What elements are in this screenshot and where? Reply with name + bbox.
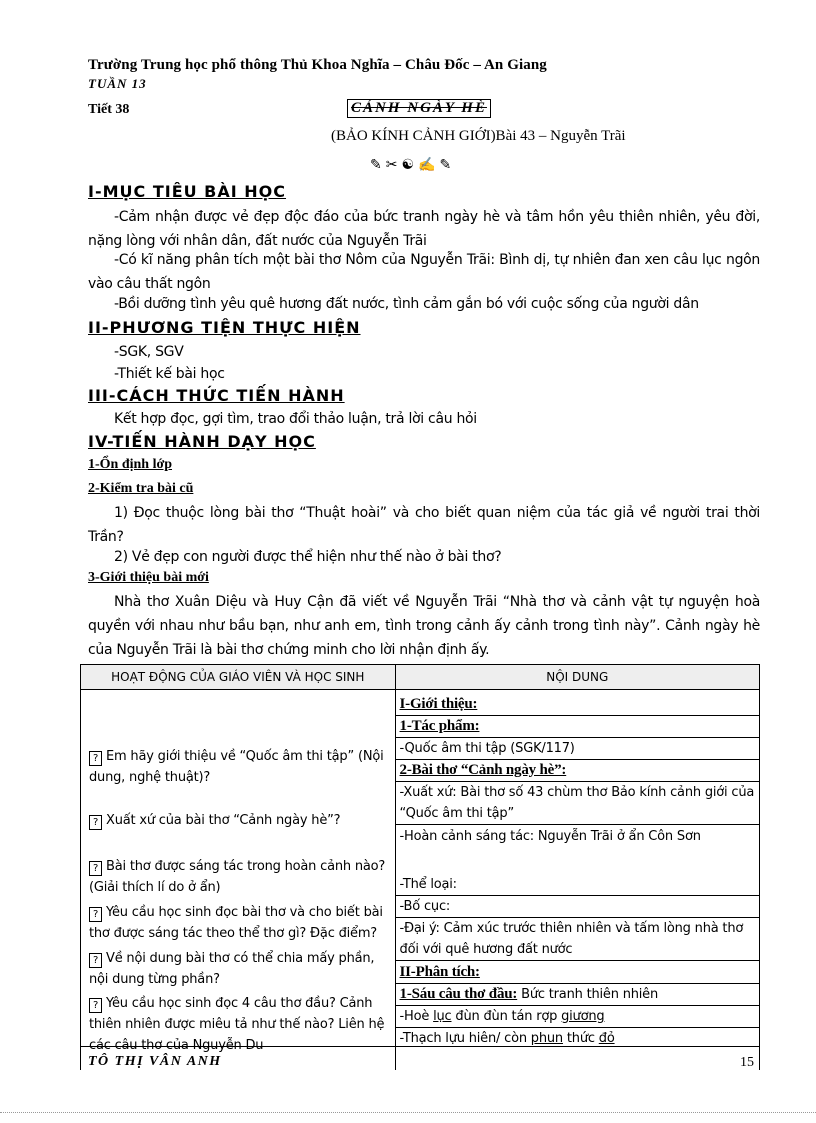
period-label: Tiết 38 xyxy=(88,102,130,117)
section-title-methods: III-CÁCH THỨC TIẾN HÀNH xyxy=(88,386,345,405)
section-title-means: II-PHƯƠNG TIỆN THỰC HIỆN xyxy=(88,318,361,337)
question-item xyxy=(89,810,389,831)
methods-text: Kết hợp đọc, gợi tìm, trao đổi thảo luận, trả lời câu hỏi xyxy=(114,411,477,427)
question-text: Về nội dung bài thơ có thể chia mấy phần, nội dung từng phần? xyxy=(89,951,375,987)
ornament-icons: ✎✂☯✍✎ xyxy=(370,158,456,173)
means-1: -SGK, SGV xyxy=(114,344,184,360)
content-line: -Hoàn cảnh sáng tác: Nguyễn Trãi ở ẩn Côn Sơn xyxy=(399,829,701,844)
step-1-title: 1-Ổn định lớp xyxy=(88,457,173,472)
content-line xyxy=(396,984,760,1006)
underlined-word: đỏ xyxy=(598,1031,615,1046)
content-heading-work: 1-Tác phẩm: xyxy=(396,716,760,738)
content-heading-intro: I-Giới thiệu: xyxy=(396,694,760,716)
means-2: -Thiết kế bài học xyxy=(114,366,225,382)
underlined-word: lục xyxy=(433,1009,452,1024)
step-2-title: 2-Kiểm tra bài cũ xyxy=(88,481,194,496)
content-line: -Quốc âm thi tập (SGK/117) xyxy=(396,738,760,760)
question-text: Yêu cầu học sinh đọc 4 câu thơ đầu? Cảnh thiên nhiên được miêu tả như thế nào? Liên hệ các câu thơ của Nguyễn Du xyxy=(89,996,385,1053)
question-item xyxy=(89,856,389,898)
content-line: -Đại ý: Cảm xúc trước thiên nhiên và tấm lòng nhà thơ đối với quê hương đất nước xyxy=(396,918,760,961)
lesson-subtitle: (BẢO KÍNH CẢNH GIỚI)Bài 43 – Nguyễn Trãi xyxy=(331,128,626,144)
question-box-icon: ? xyxy=(89,953,102,968)
content-line xyxy=(396,1006,760,1028)
objective-3: -Bồi dưỡng tình yêu quê hương đất nước, tình cảm gắn bó với cuộc sống của người dân xyxy=(114,296,699,312)
question-item xyxy=(89,902,389,944)
underlined-word: giương xyxy=(561,1009,605,1024)
question-box-icon: ? xyxy=(89,861,102,876)
objective-1: -Cảm nhận được vẻ đẹp độc đáo của bức tranh ngày hè và tâm hồn yêu thiên nhiên, yêu đời, nặng lòng với nhân dân, đất nước của Nguyễn Trãi xyxy=(88,209,760,249)
underlined-word: phun xyxy=(530,1031,563,1046)
page-number: 15 xyxy=(740,1055,754,1070)
question-box-icon: ? xyxy=(89,815,102,830)
introduction-paragraph: Nhà thơ Xuân Diệu và Huy Cận đã viết về Nguyễn Trãi “Nhà thơ và cảnh vật tự nguyện hoà quyền với nhau như bầu bạn, như anh em, tình trong cảnh ấy cảnh trong tình này”. Cảnh ngày hè của Nguyễn Trãi là bài thơ chứng minh cho lời nhận định ấy. xyxy=(88,594,760,658)
question-text: Xuất xứ của bài thơ “Cảnh ngày hè”? xyxy=(106,813,341,828)
question-box-icon: ? xyxy=(89,751,102,766)
teacher-name: TÔ THỊ VÂN ANH xyxy=(88,1054,222,1069)
content-text: đùn đùn tán rợp xyxy=(451,1009,562,1024)
question-item xyxy=(89,746,389,788)
lesson-title: CẢNH NGÀY HÈ xyxy=(347,99,491,118)
content-heading-analysis: II-Phân tích: xyxy=(396,962,760,984)
page-edge-divider xyxy=(0,1112,816,1113)
question-text: Yêu cầu học sinh đọc bài thơ và cho biết bài thơ được sáng tác theo thể thơ gì? Đặc điểm? xyxy=(89,905,383,941)
content-heading-poem: 2-Bài thơ “Cảnh ngày hè”: xyxy=(396,760,760,782)
content-text: -Hoè xyxy=(399,1009,434,1024)
content-line: -Thể loại: xyxy=(396,874,760,896)
content-cell xyxy=(395,690,759,1071)
school-name: Trường Trung học phổ thông Thủ Khoa Nghĩa – Châu Đốc – An Giang xyxy=(88,57,547,73)
week-label: TUẦN 13 xyxy=(88,76,147,91)
question-item xyxy=(89,948,389,990)
lesson-table xyxy=(80,664,760,1070)
section-title-objectives: I-MỤC TIÊU BÀI HỌC xyxy=(88,182,287,201)
footer-divider xyxy=(80,1046,760,1047)
question-text: Em hãy giới thiệu về “Quốc âm thi tập” (Nội dung, nghệ thuật)? xyxy=(89,749,384,785)
section-title-teaching: IV-TIẾN HÀNH DẠY HỌC xyxy=(88,432,316,451)
activities-cell xyxy=(81,690,396,1071)
content-line: -Xuất xứ: Bài thơ số 43 chùm thơ Bảo kính cảnh giới của “Quốc âm thi tập” xyxy=(396,782,760,825)
column-header-activities: HOẠT ĐỘNG CỦA GIÁO VIÊN VÀ HỌC SINH xyxy=(81,665,396,690)
content-line: -Bố cục: xyxy=(396,896,760,918)
question-box-icon: ? xyxy=(89,998,102,1013)
content-text: -Thạch lựu hiên/ còn xyxy=(399,1031,531,1046)
objective-2: -Có kĩ năng phân tích một bài thơ Nôm của Nguyễn Trãi: Bình dị, tự nhiên đan xen câu lục ngôn vào câu thất ngôn xyxy=(88,252,760,292)
content-text: thức xyxy=(562,1031,599,1046)
review-question-1: 1) Đọc thuộc lòng bài thơ “Thuật hoài” và cho biết quan niệm của tác giả về người trai thời Trần? xyxy=(88,505,760,545)
column-header-content: NỘI DUNG xyxy=(395,665,759,690)
question-text: Bài thơ được sáng tác trong hoàn cảnh nào? (Giải thích lí do ở ẩn) xyxy=(89,859,386,895)
question-box-icon: ? xyxy=(89,907,102,922)
review-question-2: 2) Vẻ đẹp con người được thể hiện như thế nào ở bài thơ? xyxy=(114,549,502,565)
content-subheading: 1-Sáu câu thơ đầu: xyxy=(399,986,518,1002)
step-3-title: 3-Giới thiệu bài mới xyxy=(88,570,209,585)
content-text: Bức tranh thiên nhiên xyxy=(517,987,659,1002)
